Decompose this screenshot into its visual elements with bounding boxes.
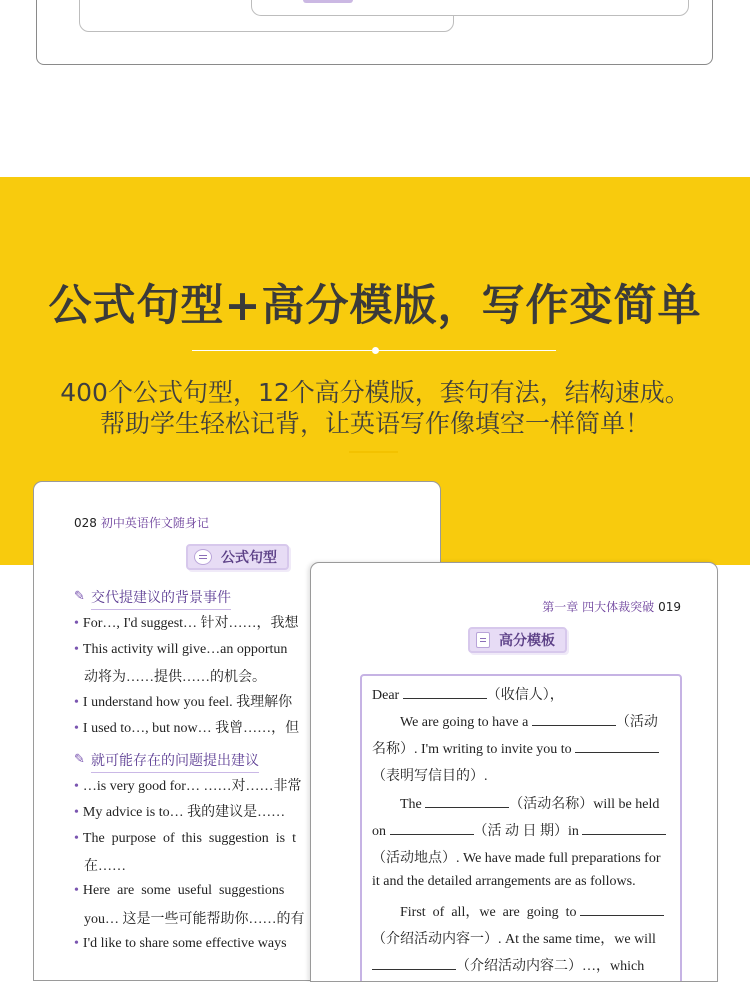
previous-page-tab [303,0,353,3]
fill-blank [425,795,509,808]
section-underline [91,609,231,610]
badge-label: 高分模板 [499,633,555,649]
book-title: 初中英语作文随身记 [100,516,209,530]
headline: 公式句型+高分模版，写作变简单 [48,281,702,331]
list-item: • …is very good for… ……对……非常 [74,779,302,794]
list-item: • My advice is to… 我的建议是…… [74,805,286,820]
letter-line: （介绍活动内容二）…，which [372,955,644,975]
divider-right [378,350,556,351]
letter-template-box [360,674,682,982]
bullet-icon: • [74,883,79,898]
bullet-icon: • [74,695,79,710]
list-item-continuation: 在…… [84,859,126,874]
letter-line: The （活动名称）will be held [400,797,660,812]
letter-line: First of all，we are going to [400,901,664,921]
letter-line: 名称）. I'm writing to invite you to [372,738,659,758]
section-heading-background [74,587,231,607]
section-badge-formula [186,544,289,570]
letter-line: （活动地点）. We have made full preparations for [372,851,661,866]
section-title: 交代提建议的背景事件 [91,590,231,606]
list-item: • This activity will give…an opportun [74,642,288,657]
fill-blank [390,822,474,835]
letter-line: on （活 动 日 期）in [372,820,666,840]
bullet-icon: • [74,779,79,794]
list-item: • I used to…, but now… 我曾……，但 [74,721,300,736]
letter-line: Dear （收信人）， [372,688,564,703]
letter-line: it and the detailed arrangements are as follows. [372,874,636,889]
list-item-continuation: you… 这是一些可能帮助你……的有 [84,912,305,927]
pen-icon: ✎ [74,589,85,604]
page-number: 019 [658,600,681,614]
section-title: 就可能存在的问题提出建议 [91,753,259,769]
fill-blank [532,713,616,726]
bullet-icon: • [74,936,79,951]
letter-line: We are going to have a （活动 [400,715,658,730]
letter-line: （表明写信目的）. [372,769,488,784]
list-item: • I understand how you feel. 我理解你 [74,695,293,710]
page-number: 028 [74,516,97,530]
section-underline [91,772,259,773]
divider-left [192,350,372,351]
list-item-continuation: 动将为……提供……的机会。 [84,670,266,685]
fill-blank [580,903,664,916]
fill-blank [403,686,487,699]
letter-line: （介绍活动内容一）. At the same time，we will [372,932,656,947]
list-item: • I'd like to share some effective ways [74,936,287,951]
speech-bubble-icon [194,549,212,565]
pen-icon: ✎ [74,752,85,767]
page-header-right [542,598,681,615]
accent-rule [349,451,398,453]
bullet-icon: • [74,721,79,736]
list-item: • For…, I'd suggest… 针对……，我想 [74,616,299,631]
page-header-left [74,514,209,531]
list-item: • The purpose of this suggestion is t [74,831,297,846]
document-icon [476,632,490,648]
bullet-icon: • [74,642,79,657]
chapter-title: 第一章 四大体裁突破 [542,600,655,614]
fill-blank [582,822,666,835]
section-badge-template [468,627,567,653]
subtitle-line-2: 帮助学生轻松记背，让英语写作像填空一样简单！ [99,409,650,438]
subtitle-line-1: 400个公式句型，12个高分模版，套句有法，结构速成。 [60,378,690,407]
bullet-icon: • [74,805,79,820]
book-page-right [310,562,718,982]
list-item: • Here are some useful suggestions [74,883,285,898]
badge-label: 公式句型 [221,550,277,566]
fill-blank [372,957,456,970]
fill-blank [575,740,659,753]
bullet-icon: • [74,831,79,846]
section-heading-suggestions [74,750,259,770]
bullet-icon: • [74,616,79,631]
